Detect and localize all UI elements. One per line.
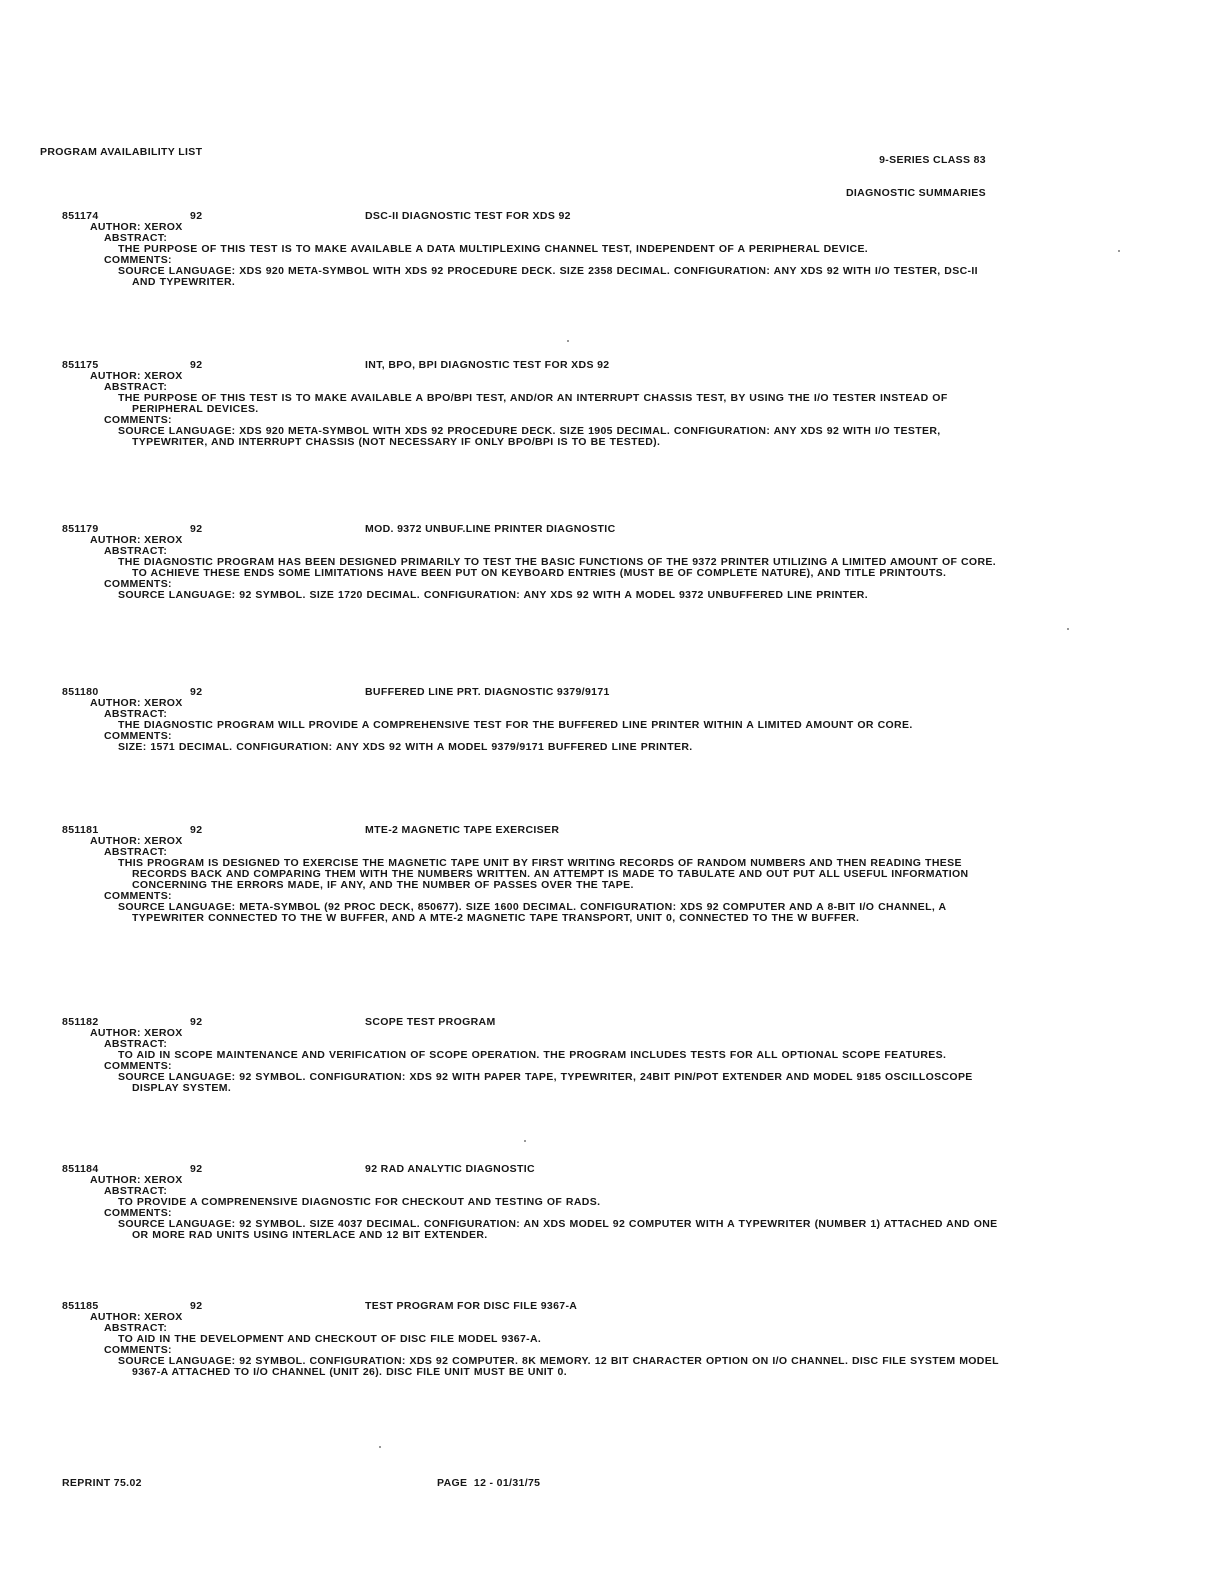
program-entry [62, 360, 1002, 448]
list-title: PROGRAM AVAILABILITY LIST [40, 146, 203, 158]
entry-heading [62, 687, 1002, 698]
abstract-text: THE DIAGNOSTIC PROGRAM HAS BEEN DESIGNED PRIMARILY TO TEST THE BASIC FUNCTIONS OF THE 9372 PRINTER UTILIZING A LIMITED AMOUNT OF CORE. TO ACHIEVE THESE ENDS SOME LIMITATIONS HAVE BEEN PUT ON KEYBOARD ENTRIES (MUST BE OF COMPLETE NATURE), AND TITLE PRINTOUTS. [118, 556, 997, 579]
comments-label: COMMENTS: [104, 1060, 172, 1072]
program-entry [62, 1164, 1002, 1241]
scan-speck [379, 1446, 381, 1448]
author-line: AUTHOR: XEROX [90, 1027, 183, 1039]
entry-heading [62, 360, 1002, 371]
section-title: DIAGNOSTIC SUMMARIES [845, 187, 986, 199]
computer-model: 92 [190, 1300, 203, 1312]
comments-label: COMMENTS: [104, 254, 172, 266]
program-number: 851181 [62, 824, 99, 836]
author-line: AUTHOR: XEROX [90, 370, 183, 382]
comments-text: SOURCE LANGUAGE: META-SYMBOL (92 PROC DECK, 850677). SIZE 1600 DECIMAL. CONFIGURATION: XDS 92 COMPUTER AND A 8-BIT I/O CHANNEL, A TYPEWRITER CONNECTED TO THE W BUFFER, AND A MTE-2 MAGNETIC TAPE TRANSPORT, UNIT 0, CONNECTED TO THE W BUFFER. [118, 901, 947, 924]
computer-model: 92 [190, 359, 203, 371]
entry-heading [62, 1164, 1002, 1175]
abstract-label: ABSTRACT: [104, 708, 168, 720]
abstract-text: TO AID IN THE DEVELOPMENT AND CHECKOUT OF DISC FILE MODEL 9367-A. [118, 1333, 542, 1345]
author-line: AUTHOR: XEROX [90, 697, 183, 709]
program-entry [62, 687, 1002, 753]
abstract-text: THE PURPOSE OF THIS TEST IS TO MAKE AVAILABLE A DATA MULTIPLEXING CHANNEL TEST, INDEPENDENT OF A PERIPHERAL DEVICE. [118, 243, 869, 255]
author-line: AUTHOR: XEROX [90, 1174, 183, 1186]
comments-text: SOURCE LANGUAGE: 92 SYMBOL. SIZE 4037 DECIMAL. CONFIGURATION: AN XDS MODEL 92 COMPUTER WITH A TYPEWRITER (NUMBER 1) ATTACHED AND ONE OR MORE RAD UNITS USING INTERLACE AND 12 BIT EXTENDER. [118, 1218, 998, 1241]
comments-text: SOURCE LANGUAGE: 92 SYMBOL. CONFIGURATION: XDS 92 COMPUTER. 8K MEMORY. 12 BIT CHARACTER OPTION ON I/O CHANNEL. DISC FILE SYSTEM MODEL 9367-A ATTACHED TO I/O CHANNEL (UNIT 26). DISC FILE UNIT MUST BE UNIT 0. [118, 1355, 999, 1378]
author-line: AUTHOR: XEROX [90, 1311, 183, 1323]
program-title: MOD. 9372 UNBUF.LINE PRINTER DIAGNOSTIC [365, 523, 616, 535]
computer-model: 92 [190, 1163, 203, 1175]
program-entry [62, 211, 1002, 288]
program-title: DSC-II DIAGNOSTIC TEST FOR XDS 92 [365, 210, 571, 222]
abstract-text: TO AID IN SCOPE MAINTENANCE AND VERIFICATION OF SCOPE OPERATION. THE PROGRAM INCLUDES TESTS FOR ALL OPTIONAL SCOPE FEATURES. [118, 1049, 947, 1061]
program-title: MTE-2 MAGNETIC TAPE EXERCISER [365, 824, 560, 836]
abstract-text: THE DIAGNOSTIC PROGRAM WILL PROVIDE A COMPREHENSIVE TEST FOR THE BUFFERED LINE PRINTER WITHIN A LIMITED AMOUNT OR CORE. [118, 719, 913, 731]
abstract-label: ABSTRACT: [104, 545, 168, 557]
comments-label: COMMENTS: [104, 414, 172, 426]
abstract-text: THIS PROGRAM IS DESIGNED TO EXERCISE THE MAGNETIC TAPE UNIT BY FIRST WRITING RECORDS OF RANDOM NUMBERS AND THEN READING THESE RECORDS BACK AND COMPARING THEM WITH THE NUMBERS WRITTEN. AN ATTEMPT IS MADE TO TABULATE AND OUT PUT ALL USEFUL INFORMATION CONCERNING THE ERRORS MADE, IF ANY, AND THE NUMBER OF PASSES OVER THE TAPE. [118, 857, 969, 891]
program-title: TEST PROGRAM FOR DISC FILE 9367-A [365, 1300, 578, 1312]
comments-label: COMMENTS: [104, 730, 172, 742]
program-number: 851182 [62, 1016, 99, 1028]
program-entry [62, 1017, 1002, 1094]
author-line: AUTHOR: XEROX [90, 835, 183, 847]
program-number: 851174 [62, 210, 99, 222]
comments-text: SIZE: 1571 DECIMAL. CONFIGURATION: ANY XDS 92 WITH A MODEL 9379/9171 BUFFERED LINE PRINTER. [118, 741, 693, 753]
series-header [846, 133, 986, 210]
program-title: BUFFERED LINE PRT. DIAGNOSTIC 9379/9171 [365, 686, 610, 698]
page-number: PAGE 12 - 01/31/75 [437, 1477, 541, 1489]
entry-heading [62, 1301, 1002, 1312]
author-line: AUTHOR: XEROX [90, 221, 183, 233]
comments-label: COMMENTS: [104, 1207, 172, 1219]
abstract-text: TO PROVIDE A COMPRENENSIVE DIAGNOSTIC FOR CHECKOUT AND TESTING OF RADS. [118, 1196, 601, 1208]
entry-heading [62, 524, 1002, 535]
abstract-label: ABSTRACT: [104, 1185, 168, 1197]
scan-speck [567, 340, 569, 342]
entry-heading [62, 1017, 1002, 1028]
scan-speck [1118, 250, 1120, 252]
computer-model: 92 [190, 1016, 203, 1028]
program-number: 851185 [62, 1300, 99, 1312]
scan-speck [524, 1140, 526, 1142]
comments-text: SOURCE LANGUAGE: 92 SYMBOL. CONFIGURATION: XDS 92 WITH PAPER TAPE, TYPEWRITER, 24BIT PIN/POT EXTENDER AND MODEL 9185 OSCILLOSCOPE DISPLAY SYSTEM. [118, 1071, 973, 1094]
program-entry [62, 524, 1002, 601]
abstract-label: ABSTRACT: [104, 1038, 168, 1050]
entry-heading [62, 825, 1002, 836]
computer-model: 92 [190, 523, 203, 535]
computer-model: 92 [190, 824, 203, 836]
program-entry [62, 825, 1002, 924]
abstract-label: ABSTRACT: [104, 232, 168, 244]
program-title: INT, BPO, BPI DIAGNOSTIC TEST FOR XDS 92 [365, 359, 610, 371]
comments-text: SOURCE LANGUAGE: XDS 920 META-SYMBOL WITH XDS 92 PROCEDURE DECK. SIZE 2358 DECIMAL. CONFIGURATION: ANY XDS 92 WITH I/O TESTER, DSC-II AND TYPEWRITER. [118, 265, 978, 288]
program-number: 851179 [62, 523, 99, 535]
comments-label: COMMENTS: [104, 578, 172, 590]
comments-label: COMMENTS: [104, 890, 172, 902]
program-number: 851184 [62, 1163, 99, 1175]
program-number: 851180 [62, 686, 99, 698]
series-class: 9-SERIES CLASS 83 [879, 154, 986, 166]
abstract-label: ABSTRACT: [104, 846, 168, 858]
comments-text: SOURCE LANGUAGE: XDS 920 META-SYMBOL WITH XDS 92 PROCEDURE DECK. SIZE 1905 DECIMAL. CONFIGURATION: ANY XDS 92 WITH I/O TESTER, TYPEWRITER, AND INTERRUPT CHASSIS (NOT NECESSARY IF ONLY BPO/BPI IS TO BE TESTED). [118, 425, 941, 448]
scan-speck [1067, 628, 1069, 630]
comments-text: SOURCE LANGUAGE: 92 SYMBOL. SIZE 1720 DECIMAL. CONFIGURATION: ANY XDS 92 WITH A MODEL 9372 UNBUFFERED LINE PRINTER. [118, 589, 868, 601]
author-line: AUTHOR: XEROX [90, 534, 183, 546]
computer-model: 92 [190, 210, 203, 222]
comments-label: COMMENTS: [104, 1344, 172, 1356]
entry-heading [62, 211, 1002, 222]
abstract-text: THE PURPOSE OF THIS TEST IS TO MAKE AVAILABLE A BPO/BPI TEST, AND/OR AN INTERRUPT CHASSIS TEST, BY USING THE I/O TESTER INSTEAD OF PERIPHERAL DEVICES. [118, 392, 948, 415]
program-title: 92 RAD ANALYTIC DIAGNOSTIC [365, 1163, 535, 1175]
abstract-label: ABSTRACT: [104, 381, 168, 393]
program-title: SCOPE TEST PROGRAM [365, 1016, 496, 1028]
program-number: 851175 [62, 359, 99, 371]
reprint-label: REPRINT 75.02 [62, 1477, 142, 1489]
computer-model: 92 [190, 686, 203, 698]
abstract-label: ABSTRACT: [104, 1322, 168, 1334]
program-entry [62, 1301, 1002, 1378]
